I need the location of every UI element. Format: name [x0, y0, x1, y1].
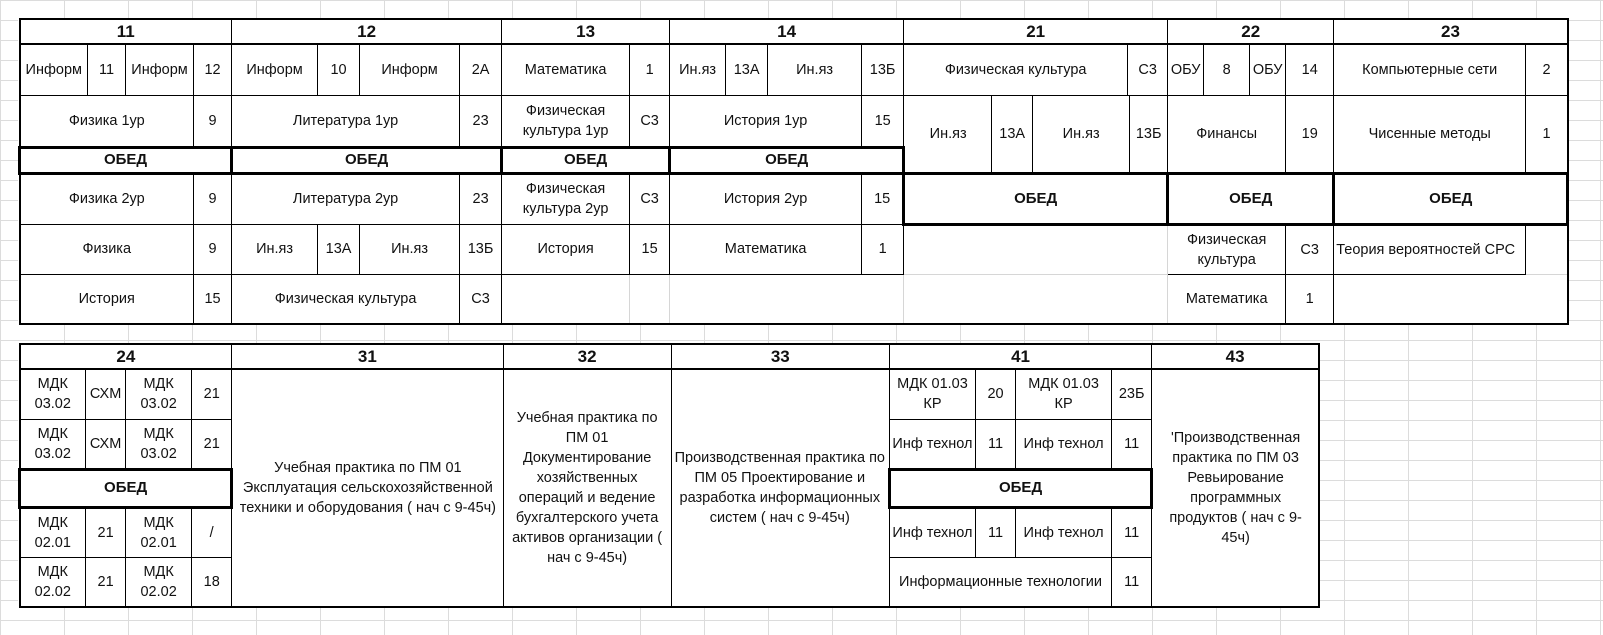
subject-cell: Литература 2ур	[232, 173, 460, 224]
subject-cell: Инф технол	[1016, 419, 1112, 469]
room-cell: 2А	[460, 44, 502, 95]
room-cell: 11	[976, 507, 1016, 557]
room-cell: С3	[1128, 44, 1168, 95]
empty-cell	[1334, 274, 1568, 324]
group-header: 24	[20, 344, 232, 369]
split-cell	[905, 96, 1167, 172]
room-cell: 9	[194, 173, 232, 224]
subject-cell: ОБУ	[1250, 44, 1286, 95]
room-cell: С3	[460, 274, 502, 324]
room-cell: 14	[1286, 44, 1334, 95]
subject-cell: Физика 2ур	[20, 173, 194, 224]
room-cell: 15	[862, 173, 904, 224]
group-header: 11	[20, 19, 232, 44]
subject-cell: Компьютерные сети	[1334, 44, 1526, 95]
group-header: 32	[503, 344, 671, 369]
room-cell: С3	[1286, 224, 1334, 274]
group-header: 43	[1152, 344, 1319, 369]
subject-cell: МДК 02.01	[126, 507, 192, 557]
subject-cell: Литература 1ур	[232, 95, 460, 147]
room-cell: 13Б	[862, 44, 904, 95]
lunch-cell: ОБЕД	[889, 469, 1151, 507]
room-cell: 9	[194, 224, 232, 274]
practice-cell: Производственная практика по ПМ 05 Проектирование и разработка информационных систем ( нач с 9-45ч)	[671, 369, 889, 607]
lunch-cell: ОБЕД	[20, 147, 232, 173]
subject-cell: Ин.яз	[232, 224, 318, 274]
lunch-cell: ОБЕД	[20, 469, 232, 507]
lunch-cell: ОБЕД	[904, 173, 1168, 224]
schedule-table-bottom	[18, 343, 1320, 608]
subject-cell: МДК 03.02	[126, 419, 192, 469]
subject-cell: Ин.яз	[768, 44, 862, 95]
subject-cell: Информ	[20, 44, 88, 95]
empty-cell	[670, 274, 904, 324]
subject-cell: Ин.яз	[670, 44, 726, 95]
subject-cell: Физика 1ур	[20, 95, 194, 147]
room-cell: СХМ	[86, 419, 126, 469]
subject-cell: Физическая культура	[904, 44, 1128, 95]
group-header: 21	[904, 19, 1168, 44]
practice-cell: Учебная практика по ПМ 01 Эксплуатация сельскохозяйственной техники и оборудования ( нач с 9-45ч)	[232, 369, 503, 607]
subject-cell: МДК 02.02	[20, 557, 86, 607]
subject-cell: МДК 02.02	[126, 557, 192, 607]
room-cell: 23Б	[1112, 369, 1152, 419]
empty-cell	[904, 224, 1168, 274]
subject-cell: Физика	[20, 224, 194, 274]
room-cell: 1	[862, 224, 904, 274]
room-cell: СХМ	[86, 369, 126, 419]
group-header: 41	[889, 344, 1151, 369]
room-cell: 13Б	[460, 224, 502, 274]
group-header: 33	[671, 344, 889, 369]
room-cell: 13А	[318, 224, 360, 274]
room-cell: 15	[194, 274, 232, 324]
subject-cell: История	[20, 274, 194, 324]
subject-cell: МДК 03.02	[126, 369, 192, 419]
subject-cell: Физическая культура 2ур	[502, 173, 630, 224]
room-cell: 9	[194, 95, 232, 147]
room-cell: С3	[630, 173, 670, 224]
subject-cell: Ин.яз	[360, 224, 460, 274]
room-cell: /	[192, 507, 232, 557]
subject-cell: Инф технол	[1016, 507, 1112, 557]
room-cell: 15	[862, 95, 904, 147]
subject-cell: ОБУ	[1168, 44, 1204, 95]
subject-cell: Математика	[502, 44, 630, 95]
subject-cell: Инф технол	[889, 507, 975, 557]
room-cell: С3	[630, 95, 670, 147]
empty-cell	[1526, 224, 1568, 274]
room-cell: 21	[86, 557, 126, 607]
group-header: 12	[232, 19, 502, 44]
room-cell: 21	[86, 507, 126, 557]
room-cell: 1	[1286, 274, 1334, 324]
schedule-table-top	[18, 18, 1569, 325]
room-cell: 11	[1112, 557, 1152, 607]
group-header: 23	[1334, 19, 1568, 44]
room-cell: 13Б	[1135, 125, 1162, 142]
room-cell: 13А	[726, 44, 768, 95]
subject-cell: Ин.яз	[905, 96, 992, 172]
lunch-cell: ОБЕД	[502, 147, 670, 173]
lunch-cell: ОБЕД	[1334, 173, 1568, 224]
room-cell: 21	[192, 419, 232, 469]
practice-cell: Учебная практика по ПМ 01 Документирование хозяйственных операций и ведение бухгалтерского учета активов организации ( нач с 9-45ч)	[503, 369, 671, 607]
lunch-cell: ОБЕД	[232, 147, 502, 173]
room-cell: 13А	[992, 96, 1033, 172]
room-cell: 8	[1204, 44, 1250, 95]
room-cell: 19	[1286, 95, 1334, 173]
subject-cell: Информ	[232, 44, 318, 95]
subject-cell: Информационные технологии	[889, 557, 1111, 607]
subject-cell: Чисенные методы	[1334, 95, 1526, 173]
room-cell: 12	[194, 44, 232, 95]
subject-cell: МДК 03.02	[20, 369, 86, 419]
subject-cell: Информ	[126, 44, 194, 95]
practice-cell: 'Производственная практика по ПМ 03 Ревьирование программных продуктов ( нач с 9-45ч)	[1152, 369, 1319, 607]
subject-cell: Инф технол	[889, 419, 975, 469]
group-header: 14	[670, 19, 904, 44]
empty-cell	[630, 274, 670, 324]
room-cell: 11	[976, 419, 1016, 469]
room-cell: 18	[192, 557, 232, 607]
subject-cell: История	[502, 224, 630, 274]
room-cell: 1	[630, 44, 670, 95]
subject-cell: Информ	[360, 44, 460, 95]
subject-cell: МДК 01.03 КР	[889, 369, 975, 419]
lunch-cell: ОБЕД	[1168, 173, 1334, 224]
subject-cell: Физическая культура 1ур	[502, 95, 630, 147]
subject-cell	[904, 95, 1168, 173]
subject-cell: МДК 03.02	[20, 419, 86, 469]
subject-cell: Математика	[1168, 274, 1286, 324]
room-cell: 20	[976, 369, 1016, 419]
subject-cell: Физическая культура	[1168, 224, 1286, 274]
room-cell: 23	[460, 173, 502, 224]
subject-cell: История 1ур	[670, 95, 862, 147]
subject-cell: История 2ур	[670, 173, 862, 224]
group-header: 13	[502, 19, 670, 44]
room-cell: 23	[460, 95, 502, 147]
lunch-cell: ОБЕД	[670, 147, 904, 173]
room-cell: 1	[1526, 95, 1568, 173]
room-cell: 10	[318, 44, 360, 95]
empty-cell	[904, 274, 1168, 324]
subject-cell: Теория вероятностей СРС	[1334, 224, 1526, 274]
group-header: 31	[232, 344, 503, 369]
group-header: 22	[1168, 19, 1334, 44]
empty-cell	[502, 274, 630, 324]
room-cell: 15	[630, 224, 670, 274]
subject-cell: Физическая культура	[232, 274, 460, 324]
room-cell: 11	[1112, 419, 1152, 469]
room-cell: 11	[88, 44, 126, 95]
subject-cell: Математика	[670, 224, 862, 274]
subject-cell: Ин.яз	[1033, 96, 1130, 172]
room-cell: 11	[1112, 507, 1152, 557]
room-cell: 21	[192, 369, 232, 419]
subject-cell: МДК 01.03 КР	[1016, 369, 1112, 419]
room-cell: 2	[1526, 44, 1568, 95]
subject-cell: Финансы	[1168, 95, 1286, 173]
subject-cell: МДК 02.01	[20, 507, 86, 557]
